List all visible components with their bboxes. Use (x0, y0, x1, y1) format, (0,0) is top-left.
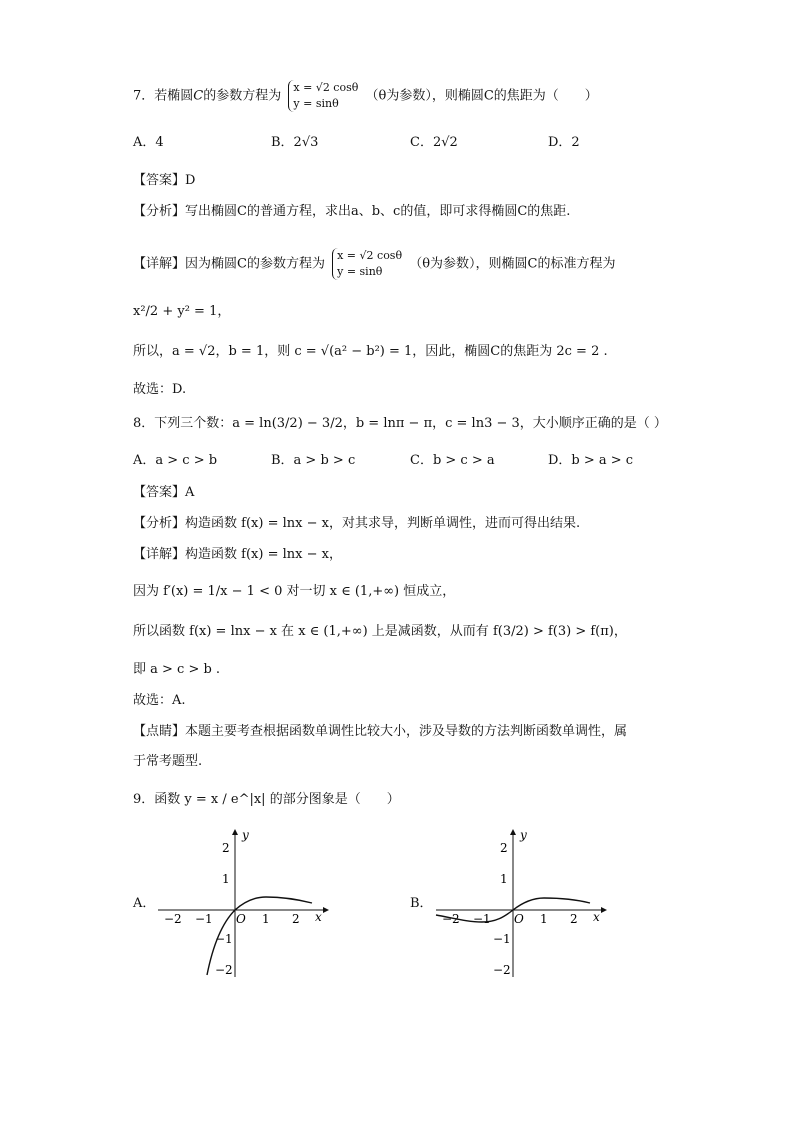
q8-ie: 即 a > c > b . (133, 662, 221, 677)
y-axis-label: y (242, 828, 249, 842)
x-tick-neg1: −1 (473, 912, 491, 926)
q7-option-c[interactable]: C．2√2 (410, 135, 458, 150)
analysis-text: 构造函数 f(x) = lnx − x，对其求导，判断单调性，进而可得出结果. (185, 516, 581, 531)
detail-pre: 因为椭圆C的参数方程为 (185, 256, 325, 272)
q9-option-a-label[interactable]: A． (133, 896, 156, 911)
q7-eq2: y = sinθ (293, 97, 339, 110)
answer-value: A (185, 485, 195, 500)
q8-option-c[interactable]: C．b > c > a (410, 453, 495, 468)
q7-detail-system (332, 248, 402, 280)
q8-comment (133, 722, 627, 742)
y-tick-neg1: −1 (215, 932, 233, 946)
q8-so: 所以函数 f(x) = lnx − x 在 x ∈ (1,+∞) 上是减函数，从而有 f(3/2) > f(3) > f(π)， (133, 624, 627, 639)
q9-stem: 9．函数 y = x / e^|x| 的部分图象是（ ） (133, 792, 400, 807)
y-axis-label: y (520, 828, 527, 842)
q7-stem-pre: 7．若椭圆 (133, 88, 194, 104)
origin-label: O (236, 912, 246, 926)
x-tick-neg2: −2 (164, 912, 182, 926)
q7-option-b[interactable]: B．2√3 (271, 135, 319, 150)
y-tick-2: 2 (222, 841, 230, 855)
x-axis-label: x (315, 910, 322, 924)
origin-label: O (514, 912, 524, 926)
q7-choose: 故选：D. (133, 382, 187, 397)
q8-options (133, 451, 693, 471)
analysis-tag: 【分析】 (133, 516, 186, 531)
q7-detail (133, 248, 616, 280)
q7-stem-mid: 的参数方程为 (203, 88, 282, 104)
q8-option-d[interactable]: D．b > a > c (548, 453, 634, 468)
q7-options (133, 133, 693, 153)
q8-analysis (133, 514, 580, 534)
x-axis-label: x (593, 910, 600, 924)
detail-tag: 【详解】 (133, 547, 186, 562)
q8-stem: 8．下列三个数：a = ln(3/2) − 3/2，b = lnπ − π，c = ln3 − 3，大小顺序正确的是（ ） (133, 416, 667, 431)
q7-so-line: 所以，a = √2，b = 1，则 c = √(a² − b²) = 1，因此，椭圆C的焦距为 2c = 2 . (133, 344, 608, 359)
q7-detail-eq2: y = sinθ (337, 265, 383, 278)
y-tick-neg2: −2 (215, 963, 233, 977)
y-tick-1: 1 (500, 872, 508, 886)
q7-param-system (288, 80, 358, 112)
detail-tag: 【详解】 (133, 256, 186, 272)
x-tick-1: 1 (262, 912, 270, 926)
q7-option-a[interactable]: A．4 (133, 135, 164, 150)
q8-choose: 故选：A. (133, 693, 186, 708)
detail-text: 构造函数 f(x) = lnx − x， (185, 547, 342, 562)
comment-tag: 【点睛】 (133, 724, 186, 739)
graph-b (428, 825, 618, 985)
analysis-text: 写出椭圆C的普通方程，求出a、b、c的值，即可求得椭圆C的焦距. (185, 204, 571, 219)
y-tick-1: 1 (222, 872, 230, 886)
q7-eq1: x = √2 cosθ (293, 81, 359, 94)
q7-option-d[interactable]: D．2 (548, 135, 580, 150)
x-tick-2: 2 (570, 912, 578, 926)
x-tick-neg1: −1 (195, 912, 213, 926)
q7-answer (133, 171, 195, 191)
q8-detail (133, 545, 342, 565)
y-tick-neg1: −1 (493, 932, 511, 946)
answer-tag: 【答案】 (133, 485, 186, 500)
q7-stem: 7．若椭圆C的参数方程为 x = √2 cosθ y = sinθ （θ为参数），则椭圆C的焦距为（ ） (133, 81, 598, 110)
y-tick-2: 2 (500, 841, 508, 855)
answer-tag: 【答案】 (133, 173, 186, 188)
answer-value: D (185, 173, 196, 188)
q8-because: 因为 f′(x) = 1/x − 1 < 0 对一切 x ∈ (1,+∞) 恒成立， (133, 584, 456, 599)
q8-comment-2: 于常考题型. (133, 754, 203, 769)
q7-standard-eq: x²/2 + y² = 1， (133, 304, 231, 319)
x-tick-neg2: −2 (442, 912, 460, 926)
y-tick-neg2: −2 (493, 963, 511, 977)
x-tick-1: 1 (540, 912, 548, 926)
detail-post: （θ为参数），则椭圆C的标准方程为 (409, 256, 616, 272)
analysis-tag: 【分析】 (133, 204, 186, 219)
x-tick-2: 2 (292, 912, 300, 926)
q7-analysis (133, 202, 570, 222)
q8-answer (133, 483, 194, 503)
q7-stem-post: （θ为参数），则椭圆C的焦距为（ ） (365, 88, 598, 104)
q8-option-a[interactable]: A．a > c > b (133, 453, 218, 468)
q8-option-b[interactable]: B．a > b > c (271, 453, 356, 468)
graph-a (150, 825, 340, 985)
q7-detail-eq1: x = √2 cosθ (337, 249, 403, 262)
comment-text-1: 本题主要考查根据函数单调性比较大小，涉及导数的方法判断函数单调性，属 (185, 724, 628, 739)
q9-option-b-label[interactable]: B． (410, 896, 433, 911)
